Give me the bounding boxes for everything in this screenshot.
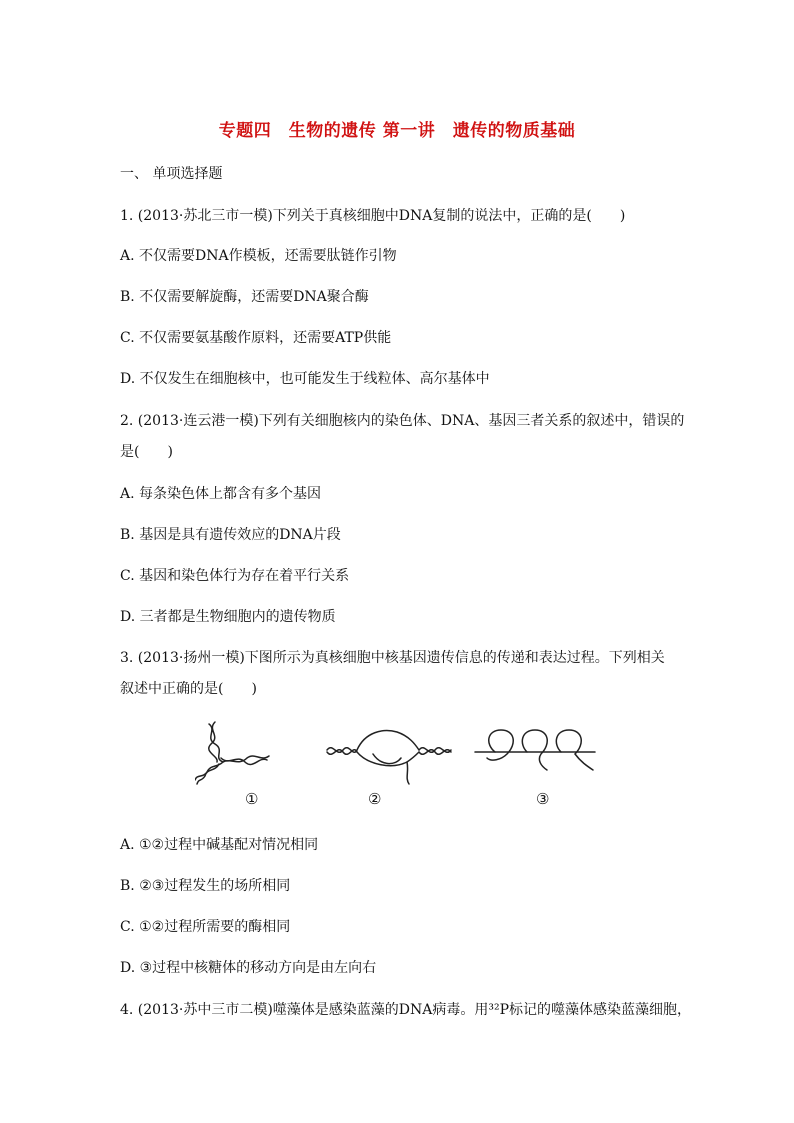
figure-label-1: ① — [245, 790, 259, 808]
process-figure — [195, 718, 625, 818]
question-2-stem-line1: 2. (2013·连云港一模)下列有关细胞核内的染色体、DNA、基因三者关系的叙述中，错误的 — [120, 413, 685, 429]
figure-label-2: ② — [368, 790, 382, 808]
figure-label-3: ③ — [536, 790, 550, 808]
question-3-stem-line2: 叙述中正确的是( ) — [120, 681, 257, 697]
question-2-option-d: D. 三者都是生物细胞内的遗传物质 — [120, 609, 336, 625]
question-1-option-c: C. 不仅需要氨基酸作原料，还需要ATP供能 — [120, 330, 392, 346]
section-heading: 一、 单项选择题 — [120, 166, 223, 182]
replication-fork-icon — [195, 722, 269, 784]
question-2-option-b: B. 基因是具有遗传效应的DNA片段 — [120, 527, 341, 543]
question-1-option-d: D. 不仅发生在细胞核中，也可能发生于线粒体、高尔基体中 — [120, 371, 490, 387]
question-2-option-c: C. 基因和染色体行为存在着平行关系 — [120, 568, 350, 584]
question-1-option-a: A. 不仅需要DNA作模板，还需要肽链作引物 — [120, 248, 397, 264]
transcription-bubble-icon — [327, 731, 451, 784]
question-2-stem-line2: 是( ) — [120, 444, 173, 460]
translation-ribosomes-icon — [475, 730, 595, 770]
question-1-stem: 1. (2013·苏北三市一模)下列关于真核细胞中DNA复制的说法中，正确的是( ) — [120, 208, 626, 224]
question-3-option-b: B. ②③过程发生的场所相同 — [120, 878, 291, 894]
question-3-stem-line1: 3. (2013·扬州一模)下图所示为真核细胞中核基因遗传信息的传递和表达过程。下列相关 — [120, 650, 665, 666]
process-figure-drawing — [195, 718, 625, 798]
question-1-option-b: B. 不仅需要解旋酶，还需要DNA聚合酶 — [120, 289, 369, 305]
question-3-option-c: C. ①②过程所需要的酶相同 — [120, 919, 291, 935]
question-3-option-a: A. ①②过程中碱基配对情况相同 — [120, 837, 319, 853]
question-4-stem-line1: 4. (2013·苏中三市二模)噬藻体是感染蓝藻的DNA病毒。用³²P标记的噬藻体感染蓝藻细胞， — [120, 1002, 692, 1018]
page-title: 专题四 生物的遗传 第一讲 遗传的物质基础 — [218, 121, 576, 141]
question-2-option-a: A. 每条染色体上都含有多个基因 — [120, 486, 322, 502]
question-3-option-d: D. ③过程中核糖体的移动方向是由左向右 — [120, 960, 377, 976]
